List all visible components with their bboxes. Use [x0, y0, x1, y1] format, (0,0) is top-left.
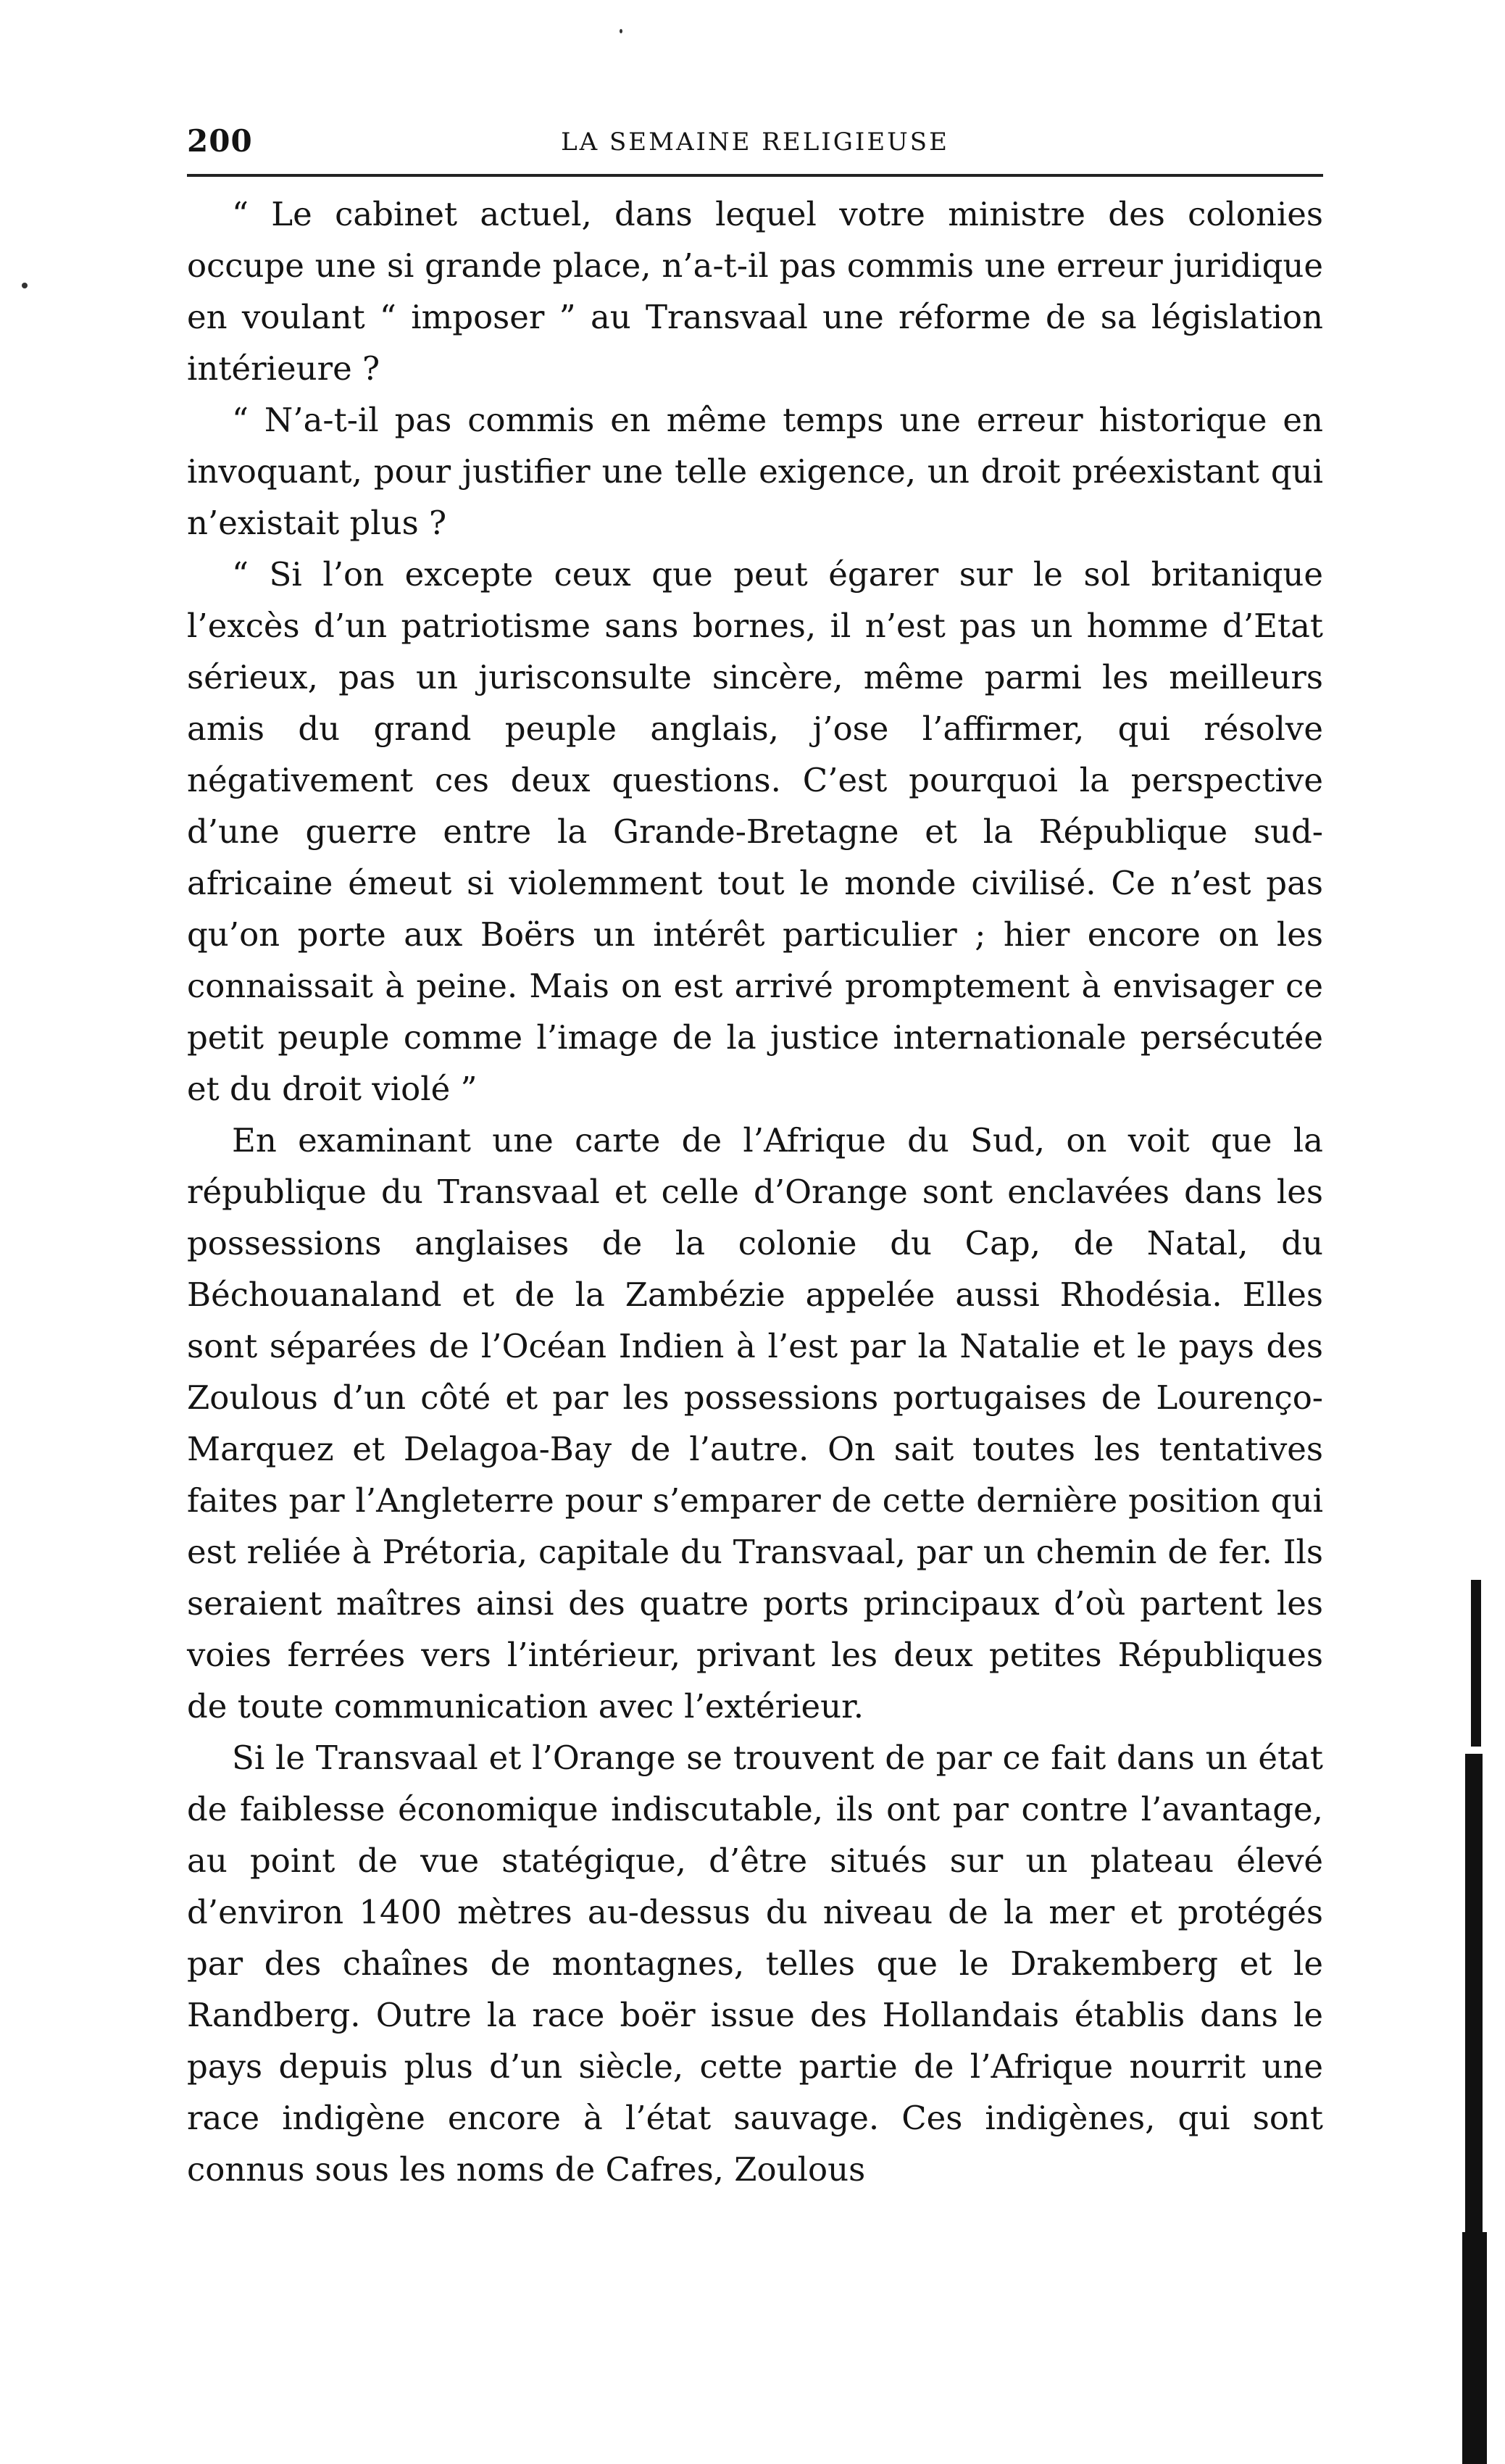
- paragraph-quote-patriotism: “ Si l’on excepte ceux que peut égarer sur le sol britanique l’excès d’un patriotisme sans bornes, il n’est pas un homme d’Etat sérieux, pas un jurisconsulte sincère, même parmi les meilleurs amis du grand peuple anglais, j’ose l’affirmer, qui résolve négativement ces deux questions. C’est pourquoi la perspective d’une guerre entre la Grande-Bretagne et la République sud-africaine émeut si violemment tout le monde civilisé. Ce n’est pas qu’on porte aux Boërs un intérêt particulier ; hier encore on les connaissait à peine. Mais on est arrivé promptement à envisager ce petit peuple comme l’image de la justice internationale persécutée et du droit violé ”: [187, 555, 1323, 1108]
- running-head: [187, 123, 1323, 174]
- page-number: 200: [187, 123, 253, 159]
- paragraph-quote-historical-error: “ N’a-t-il pas commis en même temps une erreur historique en invoquant, pour justifier une telle exigence, un droit préexistant qui n’existait plus ?: [187, 401, 1323, 542]
- scan-edge-shadow: [1462, 2232, 1487, 2464]
- paragraph-map-description: En examinant une carte de l’Afrique du Sud, on voit que la république du Transvaal et celle d’Orange sont enclavées dans les possessions anglaises de la colonie du Cap, de Natal, du Béchouanaland et de la Zambézie appelée aussi Rhodésia. Elles sont séparées de l’Océan Indien à l’est par la Natalie et le pays des Zoulous d’un côté et par les possessions portugaises de Lourenço-Marquez et Delagoa-Bay de l’autre. On sait toutes les tentatives faites par l’Angleterre pour s’emparer de cette dernière position qui est reliée à Prétoria, capitale du Transvaal, par un chemin de fer. Ils seraient maîtres ainsi des quatre ports principaux d’où partent les voies ferrées vers l’intérieur, privant les deux petites Républiques de toute communication avec l’extérieur.: [187, 1121, 1323, 1726]
- body-text: [187, 188, 1323, 2195]
- scan-speck: [620, 29, 622, 33]
- book-page: [187, 123, 1323, 2195]
- header-rule: [187, 174, 1323, 177]
- scan-edge-shadow: [1471, 1580, 1481, 1747]
- running-title: LA SEMAINE RELIGIEUSE: [561, 128, 949, 157]
- paragraph-quote-cabinet: “ Le cabinet actuel, dans lequel votre ministre des colonies occupe une si grande place, n’a-t-il pas commis une erreur juridique en voulant “ imposer ” au Transvaal une réforme de sa législation intérieure ?: [187, 195, 1323, 388]
- scan-speck: [22, 283, 28, 288]
- paragraph-strategic-position: Si le Transvaal et l’Orange se trouvent de par ce fait dans un état de faiblesse économique indiscutable, ils ont par contre l’avantage, au point de vue statégique, d’être situés sur un plateau élevé d’environ 1400 mètres au-dessus du niveau de la mer et protégés par des chaînes de montagnes, telles que le Drakemberg et le Randberg. Outre la race boër issue des Hollandais établis dans le pays depuis plus d’un siècle, cette partie de l’Afrique nourrit une race indigène encore à l’état sauvage. Ces indigènes, qui sont connus sous les noms de Cafres, Zoulous: [187, 1739, 1323, 2189]
